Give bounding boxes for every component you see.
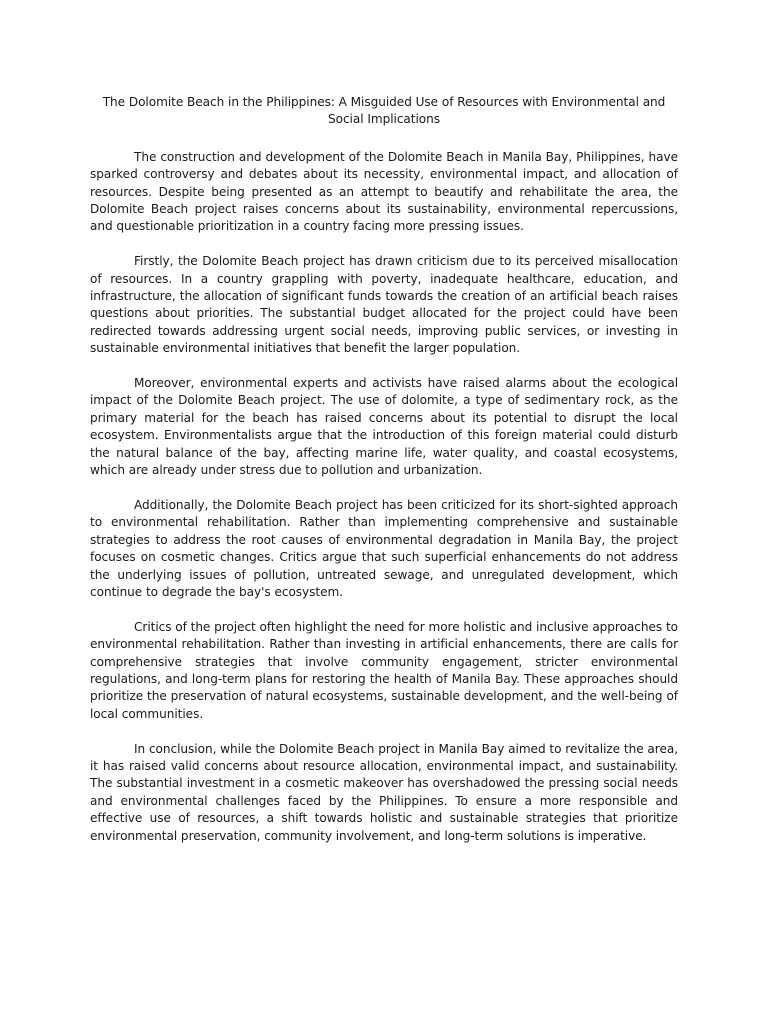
paragraph-introduction: The construction and development of the Dolomite Beach in Manila Bay, Philippines, have sparked controversy and debates about its necessity, environmental impact, and allocation of resources. Despite being presented as an attempt to beautify and rehabilitate the area, the Dolomite Beach project raises concerns about its sustainability, environmental repercussions, and questionable prioritization in a country facing more pressing issues. (90, 149, 678, 234)
paragraph-holistic-approaches: Critics of the project often highlight the need for more holistic and inclusive approaches to environmental rehabilitation. Rather than investing in artificial enhancements, there are calls for comprehensive strategies that involve community engagement, stricter environmental regulations, and long-term plans for restoring the health of Manila Bay. These approaches should prioritize the preservation of natural ecosystems, sustainable development, and the well-being of local communities. (90, 619, 678, 721)
paragraph-short-sighted-approach: Additionally, the Dolomite Beach project has been criticized for its short-sighted approach to environmental rehabilitation. Rather than implementing comprehensive and sustainable strategies to address the root causes of environmental degradation in Manila Bay, the project focuses on cosmetic changes. Critics argue that such superficial enhancements do not address the underlying issues of pollution, untreated sewage, and unregulated development, which continue to degrade the bay's ecosystem. (90, 497, 678, 599)
document-title: The Dolomite Beach in the Philippines: A Misguided Use of Resources with Environmental and Social Implications (102, 95, 666, 127)
paragraph-ecological-impact: Moreover, environmental experts and activists have raised alarms about the ecological impact of the Dolomite Beach project. The use of dolomite, a type of sedimentary rock, as the primary material for the beach has raised concerns about its potential to disrupt the local ecosystem. Environmentalists argue that the introduction of this foreign material could disturb the natural balance of the bay, affecting marine life, water quality, and coastal ecosystems, which are already under stress due to pollution and urbanization. (90, 376, 678, 478)
paragraph-misallocation: Firstly, the Dolomite Beach project has drawn criticism due to its perceived misallocation of resources. In a country grappling with poverty, inadequate healthcare, education, and infrastructure, the allocation of significant funds towards the creation of an artificial beach raises questions about priorities. The substantial budget allocated for the project could have been redirected towards addressing urgent social needs, improving public services, or investing in sustainable environmental initiatives that benefit the larger population. (90, 254, 678, 356)
paragraph-conclusion: In conclusion, while the Dolomite Beach project in Manila Bay aimed to revitalize the area, it has raised valid concerns about resource allocation, environmental impact, and sustainability. The substantial investment in a cosmetic makeover has overshadowed the pressing social needs and environmental challenges faced by the Philippines. To ensure a more responsible and effective use of resources, a shift towards holistic and sustainable strategies that prioritize environmental preservation, community involvement, and long-term solutions is imperative. (90, 741, 678, 843)
